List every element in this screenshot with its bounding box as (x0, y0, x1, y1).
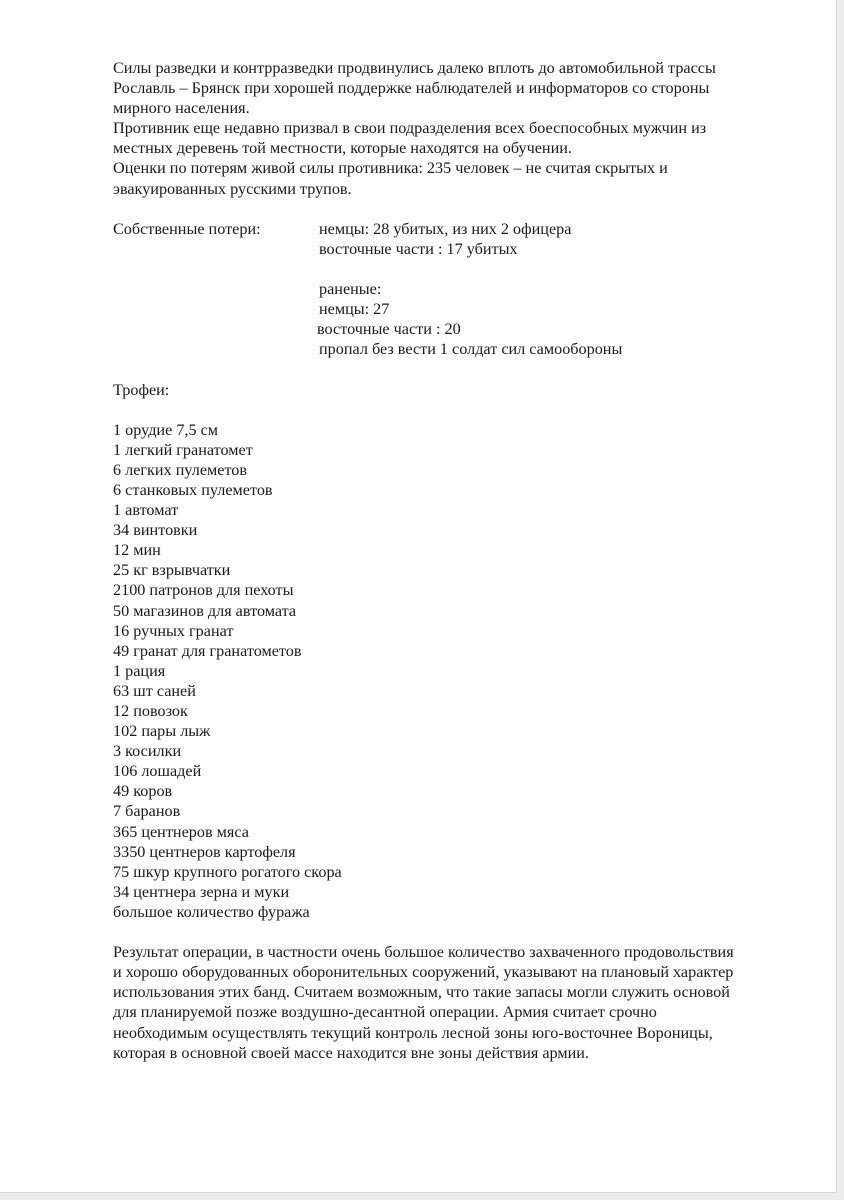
trophy-item: 3 косилки (113, 742, 182, 761)
trophies-title: Трофеи: (113, 380, 170, 399)
intro-line: мирного населения. (113, 99, 250, 118)
conclusion-line: необходимым осуществлять текущий контроль лесной зоны юго-восточнее Вороницы, (113, 1023, 713, 1042)
conclusion-line: использования этих банд. Считаем возможным, что такие запасы могли служить основой (113, 983, 730, 1002)
trophy-item: 1 легкий гранатомет (113, 440, 253, 459)
intro-line: Оценки по потерям живой силы противника: 235 человек – не считая скрытых и (113, 159, 668, 178)
trophy-item: 16 ручных гранат (113, 621, 234, 640)
trophy-item: 49 гранат для гранатометов (113, 641, 302, 660)
trophy-item: 12 повозок (113, 702, 188, 720)
trophy-item: 75 шкур крупного рогатого скора (113, 862, 342, 881)
losses-section (113, 219, 803, 360)
losses-missing-line: пропал без вести 1 солдат сил самообороны (319, 340, 623, 359)
losses-wounded-line: немцы: 27 (319, 300, 390, 319)
trophy-item: 106 лошадей (113, 762, 202, 781)
trophy-item: 63 шт саней (113, 681, 196, 700)
trophy-item: 34 винтовки (113, 521, 198, 540)
losses-killed-line: немцы: 28 убитых, из них 2 офицера (319, 219, 572, 238)
losses-wounded-label: раненые: (319, 280, 382, 299)
trophy-item: 102 пары лыж (113, 722, 211, 741)
trophy-item: 34 центнера зерна и муки (113, 882, 290, 901)
trophies-list (113, 420, 803, 922)
conclusion-line: и хорошо оборудованных оборонительных сооружений, указывают на плановый характер (113, 963, 734, 982)
conclusion-line: для планируемой позже воздушно-десантной операции. Армия считает срочно (113, 1003, 657, 1022)
trophy-item: большое количество фуража (113, 902, 310, 921)
trophy-item: 25 кг взрывчатки (113, 561, 231, 580)
trophy-item: 365 центнеров мяса (113, 822, 249, 841)
trophy-item: 50 магазинов для автомата (113, 601, 297, 620)
trophy-item: 6 легких пулеметов (113, 460, 248, 479)
intro-paragraph (113, 58, 803, 199)
trophy-item: 1 орудие 7,5 см (113, 420, 219, 439)
trophy-item: 3350 центнеров картофеля (113, 842, 296, 861)
intro-line: эвакуированных русскими трупов. (113, 179, 352, 198)
trophy-item: 12 мин (113, 541, 161, 560)
document-body (113, 58, 803, 1063)
intro-line: местных деревень той местности, которые находятся на обучении. (113, 139, 572, 158)
conclusion-line: которая в основной своей массе находится вне зоны действия армии. (113, 1043, 590, 1062)
intro-line: Силы разведки и контрразведки продвинулись далеко вплоть до автомобильной трассы (113, 59, 716, 77)
trophy-item: 1 рация (113, 661, 166, 680)
trophy-item: 1 автомат (113, 501, 179, 520)
trophy-item: 2100 патронов для пехоты (113, 581, 294, 600)
trophy-item: 7 баранов (113, 802, 181, 821)
losses-label: Собственные потери: (113, 219, 261, 238)
conclusion-paragraph (113, 942, 803, 1063)
intro-line: Рославль – Брянск при хорошей поддержке наблюдателей и информаторов со стороны (113, 79, 710, 98)
conclusion-line: Результат операции, в частности очень большое количество захваченного продовольствия (113, 943, 734, 962)
trophy-item: 49 коров (113, 782, 173, 801)
trophy-item: 6 станковых пулеметов (113, 480, 273, 499)
losses-wounded-line: восточные части : 20 (317, 320, 461, 339)
losses-killed-line: восточные части : 17 убитых (319, 239, 518, 258)
intro-line: Противник еще недавно призвал в свои подразделения всех боеспособных мужчин из (113, 119, 707, 138)
